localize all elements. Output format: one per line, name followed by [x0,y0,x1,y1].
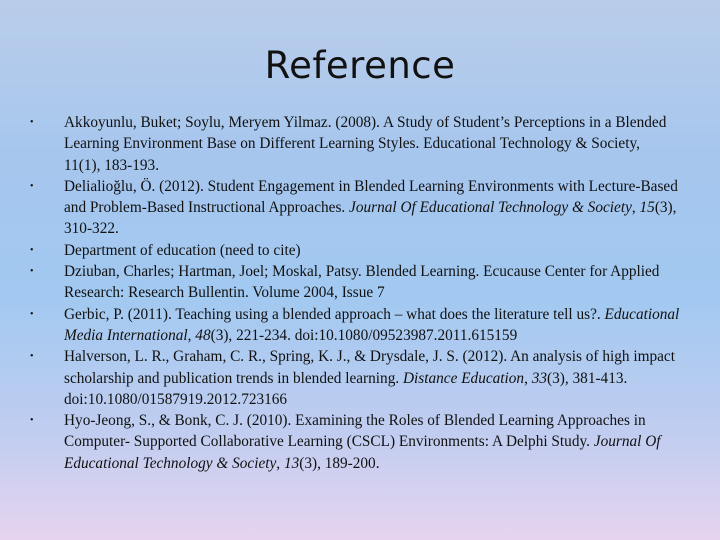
reference-text: Halverson, L. R., Graham, C. R., Spring, K. J., & Drysdale, J. S. (2012). An analysis of high impact scholarship and publication trends in blended learning. [64,348,675,387]
reference-text: Hyo-Jeong, S., & Bonk, C. J. (2010). Examining the Roles of Blended Learning Approaches in Computer- Supported Collaborative Learning (CSCL) Environments: A Delphi Study. [64,412,646,451]
volume-number: 33 [531,369,548,387]
bullet-icon: • [30,308,34,320]
volume-number: 15 [639,199,655,217]
reference-text: Akkoyunlu, Buket; Soylu, Meryem Yilmaz. (2008). A Study of Student’s Perceptions in a Blended Learning Environment Base on Different Learning Styles. Educational Technology & Society, 11(1), 183-193. [64,114,667,174]
reference-text: , [276,454,284,472]
reference-text: (3), 310-322. [64,199,677,238]
reference-item [30,112,680,176]
reference-item [30,240,680,261]
reference-item [30,304,680,347]
slide-title: Reference [264,44,456,87]
reference-text: (3), 221-234. doi:10.1080/09523987.2011.615159 [210,326,518,344]
reference-item [30,261,680,304]
reference-item [30,346,680,410]
reference-text: , [187,326,196,344]
reference-text: (3), 189-200. [299,454,380,472]
bullet-icon: • [30,244,34,256]
bullet-icon: • [30,180,34,192]
reference-text: Department of education (need to cite) [64,241,301,259]
reference-text: Dziuban, Charles; Hartman, Joel; Moskal, Patsy. Blended Learning. Ecucause Center for Applied Research: Research Bullentin. Volume 2004, Issue 7 [64,263,660,302]
reference-item [30,410,680,474]
reference-item [30,176,680,240]
volume-number: 48 [195,326,211,344]
reference-text: , [524,369,532,387]
reference-text: Delialioğlu, Ö. (2012). Student Engagement in Blended Learning Environments with Lecture-Based and Problem-Based Instructional Approaches. [64,177,678,217]
bullet-icon: • [30,415,34,427]
volume-number: 13 [283,454,300,472]
reference-list [30,112,680,474]
bullet-icon: • [30,351,34,363]
bullet-icon: • [30,117,34,128]
reference-text: Gerbic, P. (2011). Teaching using a blended approach – what does the literature tell us?. [64,305,605,323]
journal-title: Journal Of Educational Technology & Society [64,433,661,472]
reference-text: (3), 381-413. doi:10.1080/01587919.2012.723166 [64,369,628,408]
bullet-icon: • [30,266,34,278]
journal-title: Journal Of Educational Technology & Society [349,199,632,217]
journal-title: Educational Media International [64,305,680,344]
journal-title: Distance Education [403,369,525,387]
reference-text: , [631,199,640,217]
